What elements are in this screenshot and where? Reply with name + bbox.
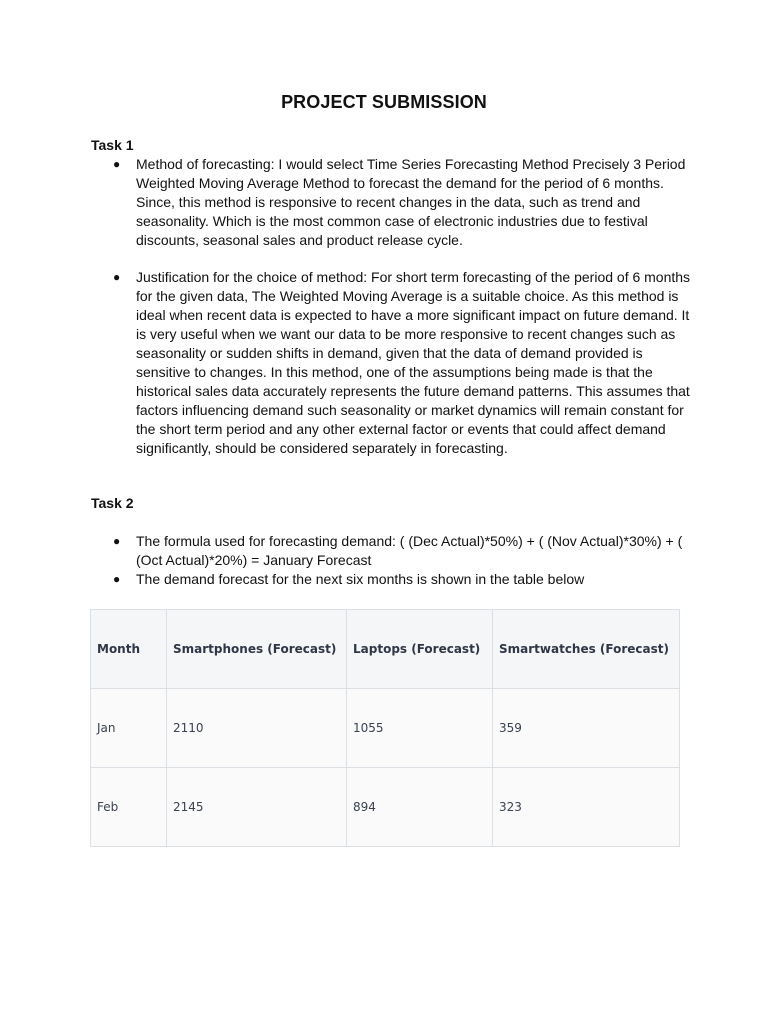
cell-month: Feb (91, 768, 167, 847)
list-item-justification (91, 268, 691, 458)
cell-laptops: 1055 (347, 689, 493, 768)
table-row (91, 768, 680, 847)
cell-month: Jan (91, 689, 167, 768)
cell-smartwatches: 323 (493, 768, 680, 847)
cell-smartphones: 2110 (167, 689, 347, 768)
cell-smartphones: 2145 (167, 768, 347, 847)
task-1-bullet-list (91, 155, 691, 250)
forecast-table (90, 609, 680, 847)
header-smartphones: Smartphones (Forecast) (167, 610, 347, 689)
formula-text: The formula used for forecasting demand: ( (Dec Actual)*50%) + ( (Nov Actual)*30%) + ( (Oct Actual)*20%) = January Forecast (136, 533, 683, 568)
bullet-icon: ● (113, 534, 121, 548)
method-text: Method of forecasting: I would select Time Series Forecasting Method Precisely 3 Period Weighted Moving Average Method to forecast the demand for the period of 6 months. Since, this method is responsive to recent changes in the data, such as trend and seasonality. Which is the most common case of electronic industries due to festival discounts, seasonal sales and product release cycle. (136, 156, 686, 248)
cell-smartwatches: 359 (493, 689, 680, 768)
table-header-row (91, 610, 680, 689)
list-item-formula (91, 532, 691, 570)
page-title: PROJECT SUBMISSION (281, 92, 487, 112)
justification-text: Justification for the choice of method: For short term forecasting of the period of 6 months for the given data, The Weighted Moving Average is a suitable choice. As this method is ideal when recent data is expected to have a more significant impact on future demand. It is very useful when we want our data to be more responsive to recent changes such as seasonality or sudden shifts in demand, given that the data of demand provided is sensitive to changes. In this method, one of the assumptions being made is that the historical sales data accurately represents the future demand patterns. This assumes that factors influencing demand such seasonality or market dynamics will remain constant for the short term period and any other external factor or events that could affect demand significantly, should be considered separately in forecasting. (136, 269, 691, 456)
task-2-heading: Task 2 (91, 495, 134, 511)
header-laptops: Laptops (Forecast) (347, 610, 493, 689)
task-1-heading: Task 1 (91, 137, 134, 153)
bullet-icon: ● (113, 270, 121, 284)
bullet-icon: ● (113, 157, 121, 171)
header-smartwatches: Smartwatches (Forecast) (493, 610, 680, 689)
bullet-icon: ● (113, 572, 121, 586)
table-intro-text: The demand forecast for the next six months is shown in the table below (136, 571, 585, 587)
list-item-method (91, 155, 691, 250)
task-2-bullet-list (91, 532, 691, 589)
table-row (91, 689, 680, 768)
header-month: Month (91, 610, 167, 689)
list-item-table-intro (91, 570, 691, 589)
cell-laptops: 894 (347, 768, 493, 847)
task-1-bullet-list-2 (91, 268, 691, 458)
